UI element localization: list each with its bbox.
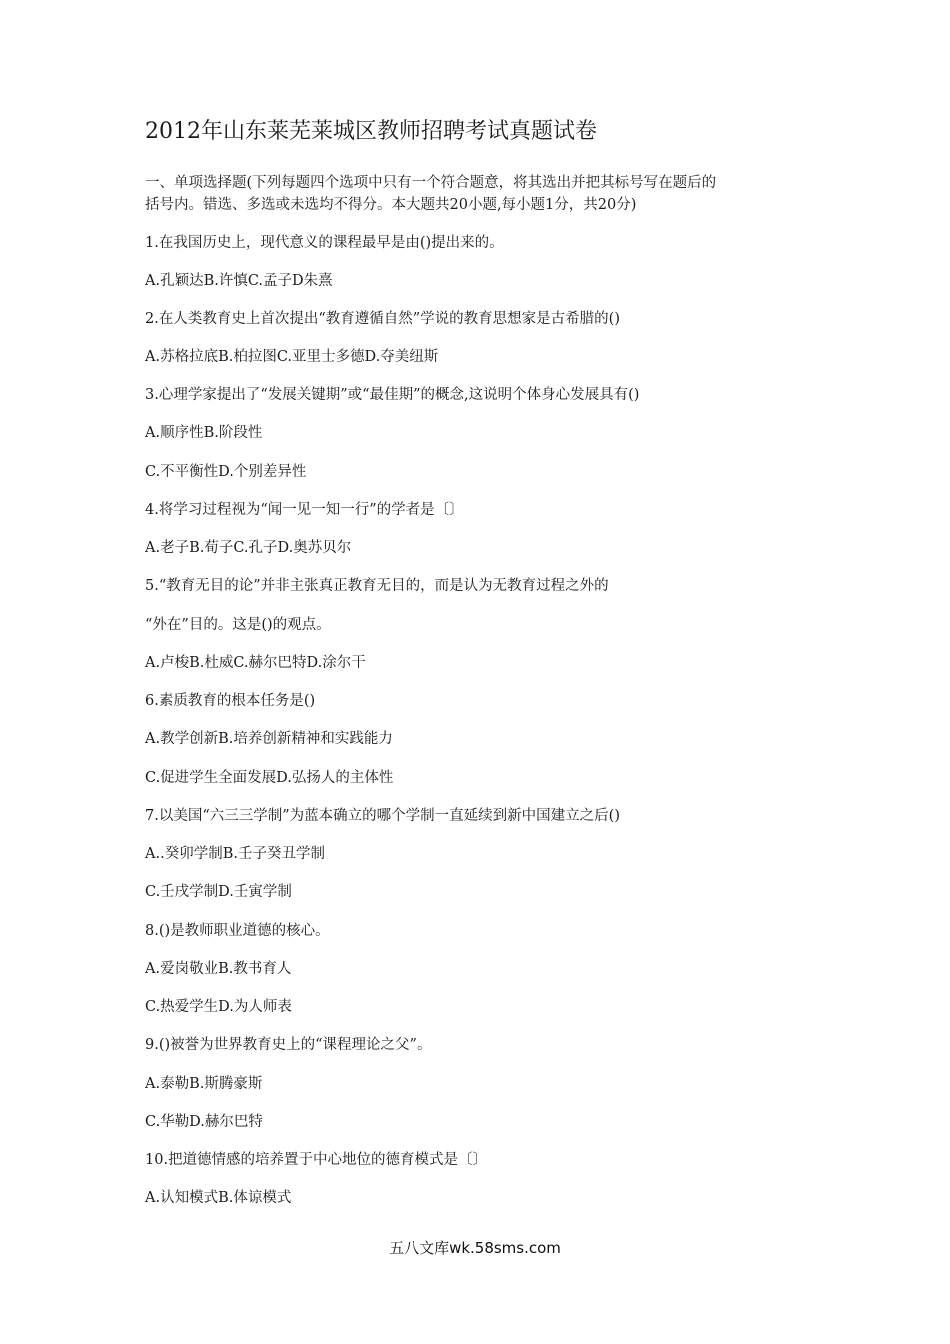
question-6: 6.素质教育的根本任务是()	[145, 693, 316, 709]
question-4: 4.将学习过程视为“闻一见一知一行”的学者是〔〕	[145, 502, 464, 518]
question-2: 2.在人类教育史上首次提出“教育遵循自然”学说的教育思想家是古希腊的()	[145, 311, 620, 327]
question-5: 5.“教育无目的论”并非主张真正教育无目的，而是认为无教育过程之外的	[145, 578, 609, 594]
document-title: 2012年山东莱芜莱城区教师招聘考试真题试卷	[145, 119, 597, 144]
question-6-options-b: C.促进学生全面发展D.弘扬人的主体性	[145, 770, 394, 786]
question-10-options-a: A.认知模式B.体谅模式	[145, 1190, 292, 1206]
question-9: 9.()被誉为世界教育史上的“课程理论之父”。	[145, 1037, 432, 1053]
question-5-options: A.卢梭B.杜威C.赫尔巴特D.涂尔干	[145, 655, 366, 671]
question-5-continued: “外在”目的。这是()的观点。	[145, 617, 331, 633]
footer-watermark: 五八文库wk.58sms.com	[389, 1239, 561, 1257]
question-8-options-b: C.热爱学生D.为人师表	[145, 999, 292, 1015]
question-9-options-a: A.泰勒B.斯腾豪斯	[145, 1076, 263, 1092]
question-4-options: A.老子B.荀子C.孔子D.奥苏贝尔	[145, 540, 352, 556]
question-6-options-a: A.教学创新B.培养创新精神和实践能力	[145, 731, 393, 747]
question-1: 1.在我国历史上，现代意义的课程最早是由()提出来的。	[145, 235, 504, 251]
question-8: 8.()是教师职业道德的核心。	[145, 923, 330, 939]
question-3-options-a: A.顺序性B.阶段性	[145, 425, 263, 441]
question-1-options: A.孔颖达B.许慎C.孟子D朱熹	[145, 273, 333, 289]
question-7-options-a: A..癸卯学制B.壬子癸丑学制	[145, 846, 325, 862]
question-2-options: A.苏格拉底B.柏拉图C.亚里士多德D.夺美纽斯	[145, 349, 439, 365]
question-3: 3.心理学家提出了“发展关键期”或“最佳期”的概念,这说明个体身心发展具有()	[145, 387, 640, 403]
question-10: 10.把道德情感的培养置于中心地位的德育模式是〔〕	[145, 1152, 488, 1168]
question-7-options-b: C.壬戌学制D.壬寅学制	[145, 884, 292, 900]
question-3-options-b: C.不平衡性D.个别差异性	[145, 464, 307, 480]
instructions-line-2: 括号内。错选、多选或未选均不得分。本大题共20小题,每小题1分，共20分)	[145, 197, 637, 213]
question-7: 7.以美国“六三三学制”为蓝本确立的哪个学制一直延续到新中国建立之后()	[145, 808, 620, 824]
question-8-options-a: A.爱岗敬业B.教书育人	[145, 961, 292, 977]
question-9-options-b: C.华勒D.赫尔巴特	[145, 1114, 263, 1130]
instructions-line-1: 一、单项选择题(下列每题四个选项中只有一个符合题意，将其选出并把其标号写在题后的	[145, 175, 717, 191]
